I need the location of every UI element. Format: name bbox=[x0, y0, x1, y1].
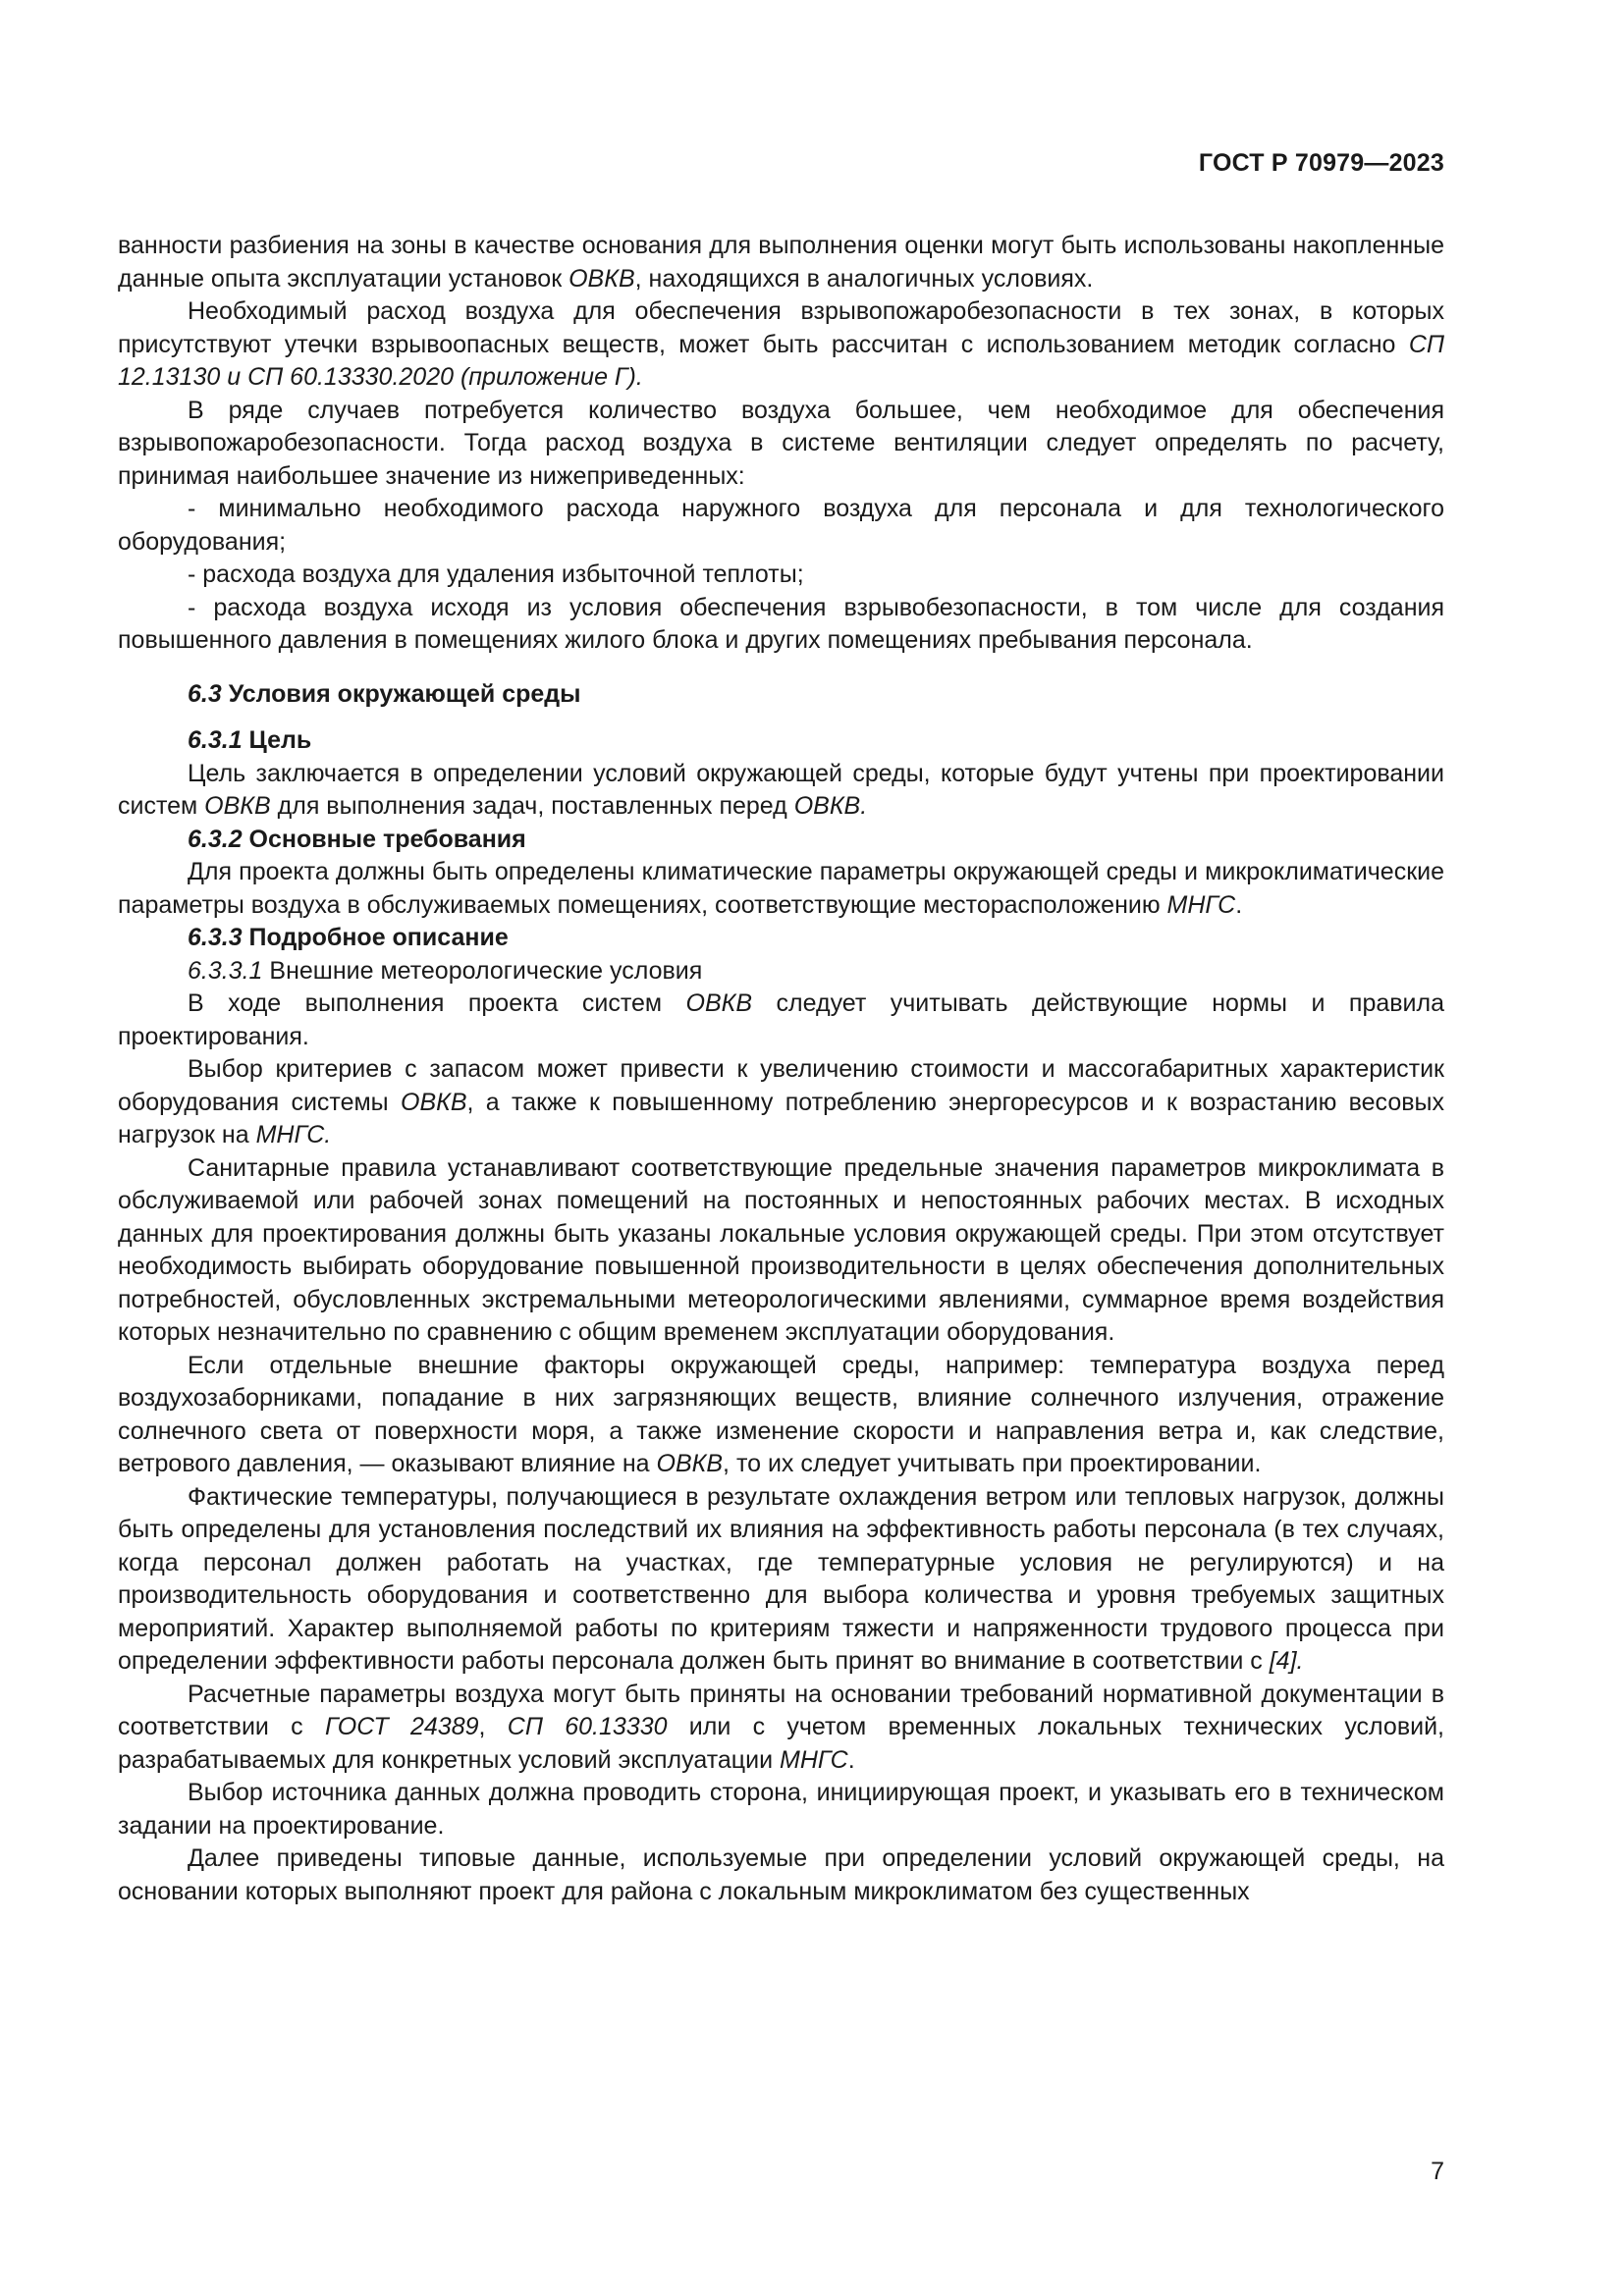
abbr-mngs: МНГС bbox=[1166, 890, 1236, 919]
section-title: Основные требования bbox=[242, 825, 526, 853]
paragraph-design-norms bbox=[118, 988, 1444, 1053]
paragraph-continuation bbox=[118, 230, 1444, 295]
section-heading-6-3-3 bbox=[118, 922, 1444, 955]
section-title: Условия окружающей среды bbox=[221, 679, 581, 708]
paragraph-requirements bbox=[118, 856, 1444, 922]
abbr-mngs: МНГС. bbox=[255, 1121, 332, 1148]
text-run: Необходимый расход воздуха для обеспечения взрывопожаробезопасности в тех зонах, в которых присутствуют утечки взрывоопасных веществ, может быть рассчитан с использованием методик согласно bbox=[118, 297, 1444, 358]
text-run: , то их следует учитывать при проектировании. bbox=[723, 1450, 1262, 1477]
text-run: . bbox=[1235, 890, 1243, 919]
text-run: Выбор критериев с запасом может привести к увеличению стоимости и массогабаритных характеристик оборудования системы bbox=[118, 1055, 1444, 1116]
paragraph-design-parameters bbox=[118, 1679, 1444, 1778]
abbr-ovkv: ОВКВ bbox=[401, 1088, 467, 1116]
reference-sp: СП 12.13130 и СП 60.13330.2020 (приложение Г). bbox=[118, 330, 1444, 391]
paragraph-data-source: Выбор источника данных должна проводить сторона, инициирующая проект, и указывать его в техническом задании на проектирование. bbox=[118, 1779, 1444, 1840]
section-title: Цель bbox=[242, 726, 312, 754]
paragraph-air-flow bbox=[118, 295, 1444, 395]
abbr-ovkv: ОВКВ. bbox=[793, 792, 868, 820]
text-run: Если отдельные внешние факторы окружающей среды, например: температура воздуха перед воздухозаборниками, попадание в них загрязняющих веществ, влияние солнечного излучения, отражение солнечного света от поверхности моря, а также изменение скорости и направления ветра и, как следствие, ветрового давления, — оказывают влияние на bbox=[118, 1351, 1444, 1477]
section-heading-6-3 bbox=[118, 678, 1444, 712]
paragraph-actual-temperatures bbox=[118, 1481, 1444, 1679]
paragraph-typical-data: Далее приведены типовые данные, используемые при определении условий окружающей среды, на основании которых выполняют проект для района с локальным микроклиматом без существенных bbox=[118, 1844, 1444, 1905]
text-run: Для проекта должны быть определены климатические параметры окружающей среды и микроклиматические параметры воздуха в обслуживаемых помещениях, соответствующие месторасположению bbox=[118, 858, 1444, 919]
text-run: Цель заключается в определении условий окружающей среды, которые будут учтены при проектировании систем bbox=[118, 759, 1444, 820]
section-heading-6-3-1 bbox=[118, 724, 1444, 758]
section-number: 6.3.2 bbox=[188, 825, 243, 853]
list-item: - минимально необходимого расхода наружного воздуха для персонала и для технологического оборудования; bbox=[118, 495, 1444, 556]
text-run: Расчетные параметры воздуха могут быть приняты на основании требований нормативной документации в соответствии с bbox=[118, 1680, 1444, 1740]
reference-gost: ГОСТ 24389 bbox=[324, 1713, 479, 1740]
reference-4: [4]. bbox=[1269, 1647, 1304, 1675]
page-number: 7 bbox=[1431, 2158, 1444, 2185]
text-run: следует учитывать действующие нормы и правила проектирования. bbox=[118, 989, 1444, 1050]
text-run: для выполнения задач, поставленных перед bbox=[270, 792, 794, 820]
abbr-ovkv: ОВКВ bbox=[656, 1450, 724, 1477]
text-run: ванности разбиения на зоны в качестве основания для выполнения оценки могут быть использованы накопленные данные опыта эксплуатации установок bbox=[118, 232, 1444, 293]
document-body bbox=[118, 230, 1444, 1908]
text-run: , а также к повышенному потреблению энергоресурсов и к возрастанию весовых нагрузок на bbox=[118, 1088, 1444, 1148]
paragraph-goal bbox=[118, 758, 1444, 824]
text-run: Фактические температуры, получающиеся в результате охлаждения ветром или тепловых нагрузок, должны быть определены для установления последствий их влияния на эффективность работы персонала (в тех случаях, когда персонал должен работать на участках, где температурные условия не регулируются) и на производительность оборудования и соответственно для выбора количества и уровня требуемых защитных мероприятий. Характер выполняемой работы по критериям тяжести и напряженности трудового процесса при определении эффективности работы персонала должен быть принят во внимание в соответствии с bbox=[118, 1482, 1444, 1675]
section-number: 6.3 bbox=[188, 679, 222, 708]
text-run: , находящихся в аналогичных условиях. bbox=[634, 264, 1094, 293]
section-number: 6.3.3.1 bbox=[188, 956, 263, 985]
section-heading-6-3-2 bbox=[118, 824, 1444, 857]
text-run: или с учетом временных локальных технических условий, разрабатываемых для конкретных условий эксплуатации bbox=[118, 1713, 1444, 1774]
paragraph-air-quantity: В ряде случаев потребуется количество воздуха большее, чем необходимое для обеспечения взрывопожаробезопасности. Тогда расход воздуха в системе вентиляции следует определять по расчету, принимая наибольшее значение из нижеприведенных: bbox=[118, 396, 1444, 490]
abbr-mngs: МНГС bbox=[780, 1745, 848, 1774]
text-run: . bbox=[847, 1745, 855, 1774]
reference-sp: СП 60.13330 bbox=[507, 1713, 668, 1740]
document-header: ГОСТ Р 70979—2023 bbox=[1198, 149, 1444, 177]
paragraph-criteria bbox=[118, 1053, 1444, 1152]
text-run: , bbox=[478, 1713, 508, 1740]
abbr-ovkv: ОВКВ bbox=[685, 989, 753, 1017]
section-title: Подробное описание bbox=[242, 924, 509, 951]
section-number: 6.3.1 bbox=[188, 726, 243, 754]
section-title: Внешние метеорологические условия bbox=[262, 956, 703, 985]
list-item: - расхода воздуха исходя из условия обеспечения взрывобезопасности, в том числе для создания повышенного давления в помещениях жилого блока и других помещениях пребывания персонала. bbox=[118, 593, 1444, 654]
list-item: - расхода воздуха для удаления избыточной теплоты; bbox=[188, 561, 804, 588]
text-run: В ходе выполнения проекта систем bbox=[188, 989, 686, 1017]
section-heading-6-3-3-1 bbox=[118, 955, 1444, 988]
abbr-ovkv: ОВКВ bbox=[568, 264, 635, 293]
abbr-ovkv: ОВКВ bbox=[204, 792, 271, 820]
section-number: 6.3.3 bbox=[188, 924, 243, 951]
paragraph-external-factors bbox=[118, 1350, 1444, 1481]
paragraph-sanitary-rules: Санитарные правила устанавливают соответствующие предельные значения параметров микроклимата в обслуживаемой или рабочей зонах помещений на постоянных и непостоянных рабочих местах. В исходных данных для проектирования должны быть указаны локальные условия окружающей среды. При этом отсутствует необходимость выбирать оборудование повышенной производительности в целях обеспечения дополнительных потребностей, обусловленных экстремальными метеорологическими явлениями, суммарное время воздействия которых незначительно по сравнению с общим временем эксплуатации оборудования. bbox=[118, 1153, 1444, 1346]
